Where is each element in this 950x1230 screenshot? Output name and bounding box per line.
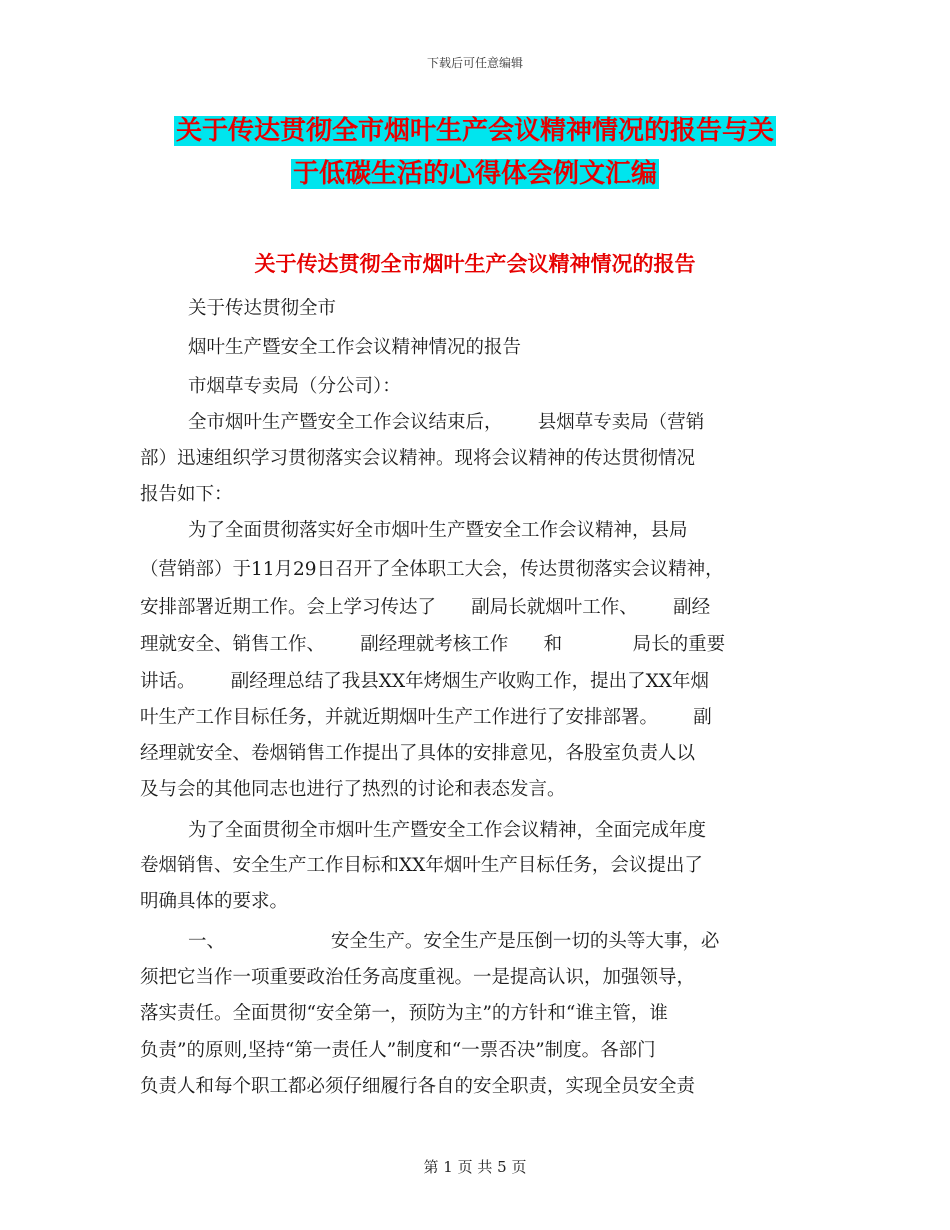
body-line: 明确具体的要求。	[140, 891, 289, 912]
body-line: 部）迅速组织学习贯彻落实会议精神。现将会议精神的传达贯彻情况	[140, 448, 696, 469]
body-line: （营销部）于11月29日召开了全体职工大会，传达贯彻落实会议精神，	[140, 559, 724, 580]
section-title: 关于传达贯彻全市烟叶生产会议精神情况的报告	[254, 252, 696, 276]
document-title-line-2: 于低碳生活的心得体会例文汇编	[292, 159, 657, 189]
body-line: 报告如下：	[140, 484, 233, 505]
body-line: 讲话。 副经理总结了我县XX年烤烟生产收购工作，提出了XX年烟	[140, 671, 709, 692]
page-footer: 第 1 页 共 5 页	[423, 1158, 527, 1176]
document-title-line-1: 关于传达贯彻全市烟叶生产会议精神情况的报告与关	[175, 116, 774, 146]
body-line: 须把它当作一项重要政治任务高度重视。一是提高认识，加强领导，	[140, 967, 696, 988]
body-line: 市烟草专卖局（分公司）：	[188, 376, 401, 397]
body-line: 一、 安全生产。安全生产是压倒一切的头等大事，必	[188, 931, 720, 952]
body-line: 叶生产工作目标任务，并就近期烟叶生产工作进行了安排部署。 副	[140, 707, 712, 728]
body-line: 经理就安全、卷烟销售工作提出了具体的安排意见，各股室负责人以	[140, 743, 696, 764]
page-header-note: 下载后可任意编辑	[426, 56, 523, 70]
body-line: 负责”的原则,坚持“第一责任人”制度和“一票否决”制度。各部门	[140, 1040, 656, 1061]
body-line: 全市烟叶生产暨安全工作会议结束后， 县烟草专卖局（营销	[188, 412, 705, 433]
body-line: 关于传达贯彻全市	[188, 298, 337, 319]
body-line: 理就安全、销售工作、 副经理就考核工作 和 局长的重要	[140, 634, 726, 655]
body-line: 卷烟销售、安全生产工作目标和XX年烟叶生产目标任务，会议提出了	[140, 855, 703, 876]
body-line: 负责人和每个职工都必须仔细履行各自的安全职责，实现全员安全责	[140, 1076, 696, 1097]
body-line: 为了全面贯彻落实好全市烟叶生产暨安全工作会议精神，县局	[188, 520, 688, 541]
body-line: 落实责任。全面贯彻“安全第一，预防为主”的方针和“谁主管，谁	[140, 1003, 668, 1024]
body-line: 烟叶生产暨安全工作会议精神情况的报告	[188, 337, 522, 358]
body-line: 安排部署近期工作。会上学习传达了 副局长就烟叶工作、 副经	[140, 597, 711, 618]
body-line: 及与会的其他同志也进行了热烈的讨论和表态发言。	[140, 779, 566, 800]
body-line: 为了全面贯彻全市烟叶生产暨安全工作会议精神，全面完成年度	[188, 820, 707, 841]
